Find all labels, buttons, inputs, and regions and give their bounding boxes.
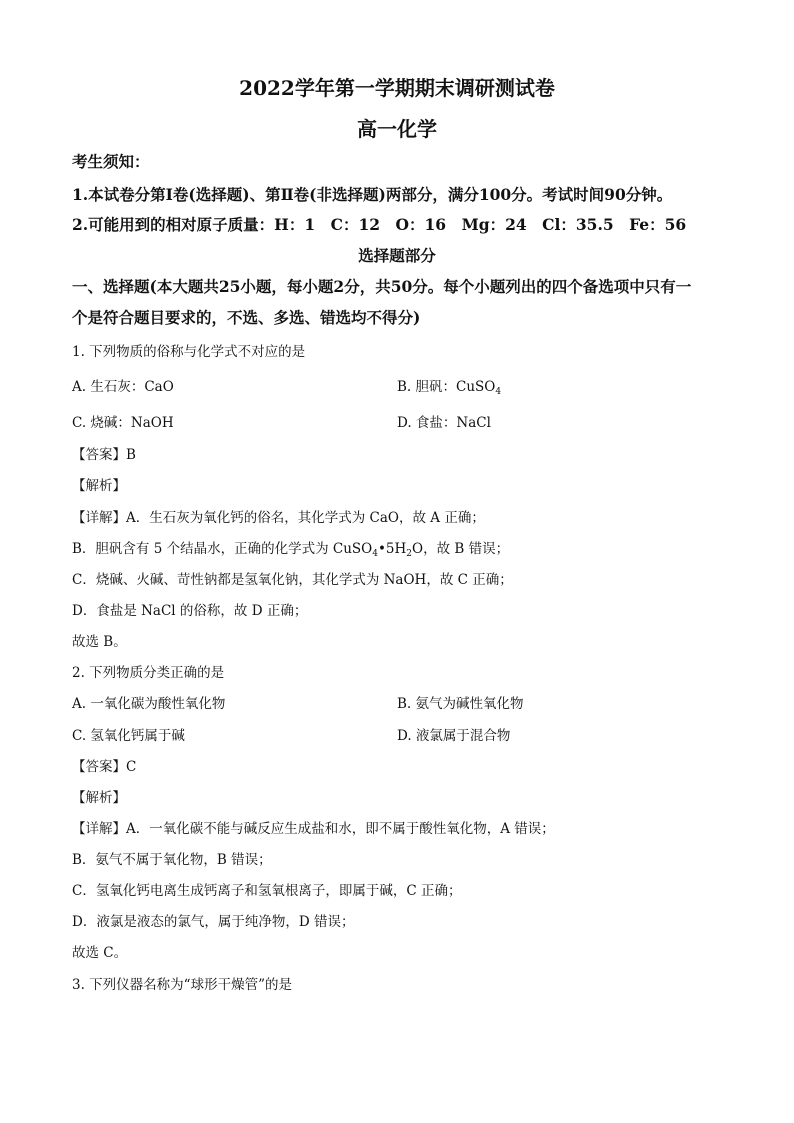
notice-heading: 考生须知：	[72, 152, 150, 171]
q1-detail-3: C．烧碱、火碱、苛性钠都是氢氧化钠，其化学式为 NaOH，故 C 正确；	[72, 572, 513, 588]
q2-option-d: D. 液氯属于混合物	[397, 728, 511, 744]
q1-conclusion: 故选 B。	[72, 634, 127, 650]
q1-stem: 1. 下列物质的俗称与化学式不对应的是	[72, 344, 306, 360]
q1-detail-2-sub-1: 4	[372, 549, 378, 559]
q1-option-c: C. 烧碱：NaOH	[72, 415, 174, 431]
notice-line-2: 2.可能用到的相对原子质量：H：1 C：12 O：16 Mg：24 Cl：35.5 Fe：56	[72, 215, 687, 234]
q2-stem: 2. 下列物质分类正确的是	[72, 665, 225, 681]
q2-analysis: 【解析】	[72, 790, 126, 806]
q1-detail-1: 【详解】A．生石灰为氧化钙的俗名，其化学式为 CaO，故 A 正确；	[72, 510, 485, 526]
q1-analysis: 【解析】	[72, 478, 126, 494]
q1-option-b	[397, 375, 501, 397]
q2-detail-2: B．氨气不属于氧化物，B 错误；	[72, 852, 272, 868]
q1-option-b-text: B. 胆矾：CuSO	[397, 379, 496, 395]
q1-detail-4: D．食盐是 NaCl 的俗称，故 D 正确；	[72, 603, 308, 619]
notice-line-1: 1.本试卷分第Ⅰ卷(选择题)、第Ⅱ卷(非选择题)两部分，满分100分。考试时间90分钟。	[72, 185, 673, 204]
q1-option-d: D. 食盐：NaCl	[397, 415, 491, 431]
q1-detail-2-mid: •5H	[377, 541, 407, 557]
q2-detail-4: D．液氯是液态的氯气，属于纯净物，D 错误；	[72, 914, 355, 930]
q1-answer: 【答案】B	[72, 447, 136, 463]
q2-answer: 【答案】C	[72, 759, 137, 775]
exam-subject: 高一化学	[357, 117, 437, 141]
q1-detail-2-sub-2: 2	[406, 549, 413, 559]
q2-detail-3: C．氢氧化钙电离生成钙离子和氢氧根离子，即属于碱，C 正确；	[72, 883, 462, 899]
q1-detail-2-post: O，故 B 错误；	[412, 541, 510, 557]
section-intro-1: 一、选择题(本大题共25小题，每小题2分，共50分。每个小题列出的四个备选项中只有一	[72, 277, 692, 296]
section-title: 选择题部分	[358, 246, 436, 265]
section-intro-2: 个是符合题目要求的，不选、多选、错选均不得分)	[72, 308, 421, 327]
q1-option-b-sub: 4	[495, 387, 502, 397]
q1-option-a: A. 生石灰：CaO	[72, 379, 174, 395]
q1-detail-2	[72, 537, 509, 559]
exam-title: 2022学年第一学期期末调研测试卷	[239, 76, 555, 100]
q2-conclusion: 故选 C。	[72, 945, 128, 961]
q3-stem: 3. 下列仪器名称为“球形干燥管”的是	[72, 977, 292, 993]
q2-option-c: C. 氢氧化钙属于碱	[72, 728, 185, 744]
q2-option-a: A. 一氧化碳为酸性氧化物	[72, 696, 226, 712]
q1-detail-2-pre: B．胆矾含有 5 个结晶水，正确的化学式为 CuSO	[72, 541, 373, 557]
q2-detail-1: 【详解】A．一氧化碳不能与碱反应生成盐和水，即不属于酸性氧化物，A 错误；	[72, 821, 555, 837]
q2-option-b: B. 氨气为碱性氧化物	[397, 696, 524, 712]
